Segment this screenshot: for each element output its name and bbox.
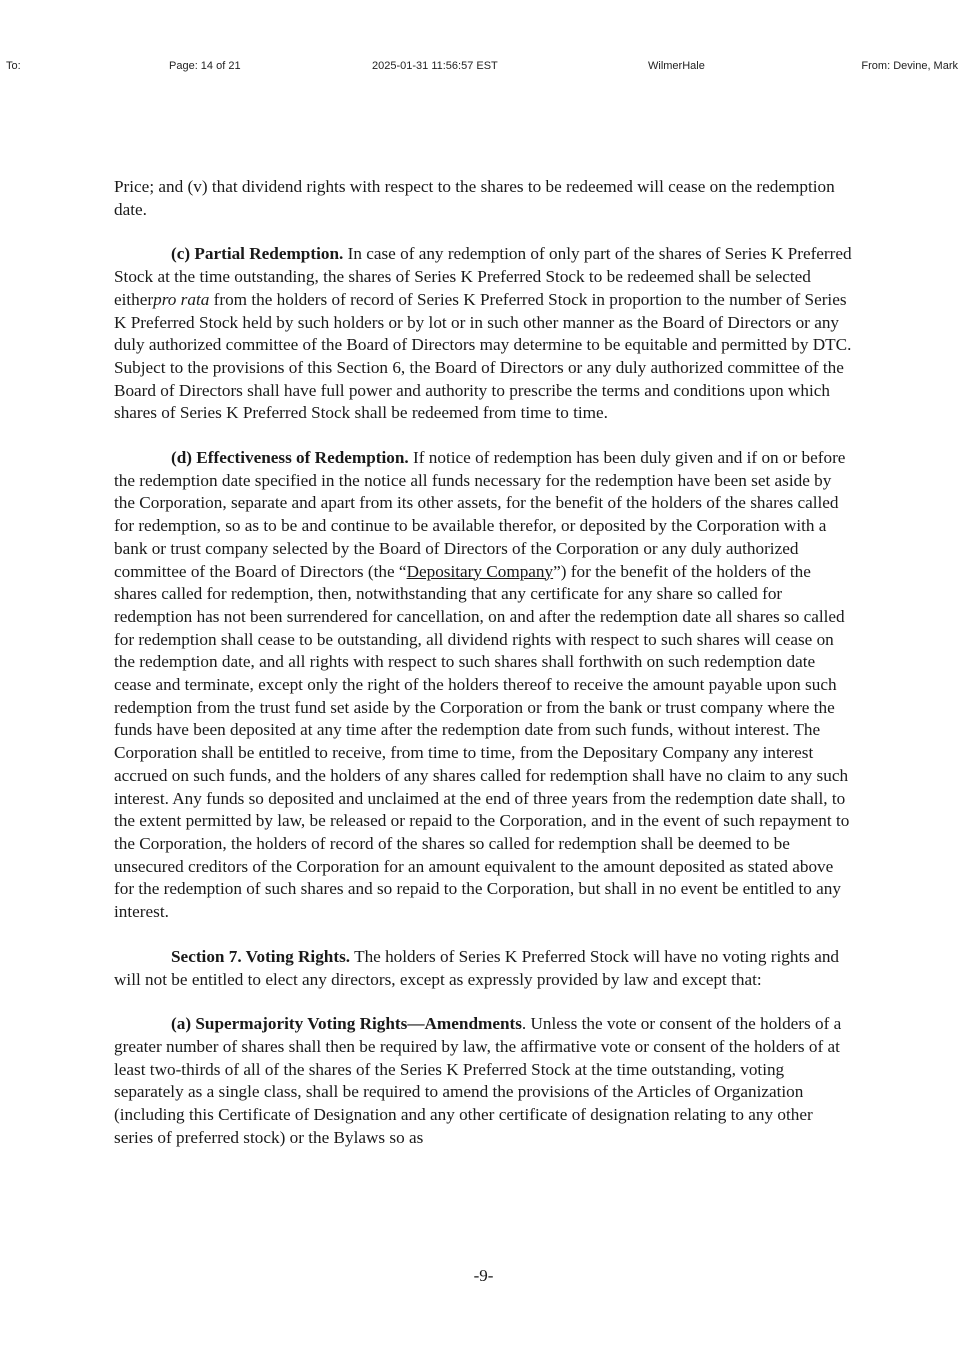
- paragraph-text: The holders of Series K Preferred Stock will have no voting rights and will not be entitled to elect any directors, except as expressly provided by law and except that:: [114, 946, 840, 989]
- paragraph-effectiveness-of-redemption: [114, 447, 854, 924]
- section-heading: (c) Partial Redemption.: [171, 244, 344, 264]
- paragraph-partial-redemption: [114, 243, 854, 425]
- italic-term: pro rata: [153, 289, 210, 309]
- paragraph-text: If notice of redemption has been duly given and if on or before the redemption date specified in the notice all funds necessary for the redemption have been set aside by the Corporation, separate and apart from its other assets, for the benefit of the holders of the shares called for redemption, so as to be and continue to be available therefor, or deposited by the Corporation with a bank or trust company selected by the Board of Directors of the Corporation or any duly authorized committee of the Board of Directors (the “: [114, 448, 846, 581]
- fax-header: [0, 60, 967, 76]
- fax-page-count: Page: 14 of 21: [169, 60, 241, 72]
- paragraph-continuation: [114, 176, 854, 221]
- fax-to: To:: [6, 60, 21, 72]
- document-body: [114, 176, 854, 1171]
- fax-from: From: Devine, Mark: [861, 60, 958, 72]
- paragraph-text: ”) for the benefit of the holders of the shares called for redemption, then, notwithstanding that any certificate for any share so called for redemption has not been surrendered for cancellation, on and after the redemption date all shares so called for redemption shall cease to be outstanding, all dividend rights with respect to such shares will cease on the redemption date, and all rights with respect to such shares shall forthwith on such redemption date cease and terminate, except only the right of the holders thereof to receive the amount payable upon such redemption from the trust fund set aside by the Corporation or from the bank or trust company where the funds have been deposited at any time after the redemption date from such funds, without interest. The Corporation shall be entitled to receive, from time to time, from the Depositary Company any interest accrued on such funds, and the holders of any shares called for redemption shall have no claim to any such interest. Any funds so deposited and unclaimed at the end of three years from the redemption date shall, to the extent permitted by law, be released or repaid to the Corporation, and in the event of such repayment to the Corporation, the holders of record of the shares so called for redemption shall be deemed to be unsecured creditors of the Corporation for an amount equivalent to the amount deposited as stated above for the redemption of such shares and so repaid to the Corporation, but shall in no event be entitled to any interest.: [114, 561, 850, 922]
- paragraph-text: from the holders of record of Series K Preferred Stock in proportion to the number of Series K Preferred Stock held by such holders or by lot or in such other manner as the Board of Directors or any duly authorized committee of the Board of Directors may determine to be equitable and permitted by DTC. Subject to the provisions of this Section 6, the Board of Directors or any duly authorized committee of the Board of Directors shall have full power and authority to prescribe the terms and conditions upon which shares of Series K Preferred Stock shall be redeemed from time to time.: [114, 289, 852, 423]
- paragraph-text: . Unless the vote or consent of the holders of a greater number of shares shall then be required by law, the affirmative vote or consent of the holders of at least two-thirds of all of the shares of the Series K Preferred Stock at the time outstanding, voting separately as a single class, shall be required to amend the provisions of the Articles of Organization (including this Certificate of Designation and any other certificate of designation relating to any other series of preferred stock) or the Bylaws so as: [114, 1014, 842, 1147]
- paragraph-text: In case of any redemption of only part of the shares of Series K Preferred Stock at the time outstanding, the shares of Series K Preferred Stock to be redeemed shall be selected either: [114, 244, 852, 309]
- defined-term: Depositary Company: [406, 561, 554, 581]
- fax-firm: WilmerHale: [648, 60, 705, 72]
- paragraph-text: Price; and (v) that dividend rights with respect to the shares to be redeemed will cease on the redemption date.: [114, 177, 835, 219]
- section-heading: Section 7. Voting Rights.: [171, 946, 351, 966]
- section-heading: (d) Effectiveness of Redemption.: [171, 448, 409, 468]
- paragraph-voting-rights: [114, 946, 854, 991]
- section-heading: (a) Supermajority Voting Rights—Amendments: [171, 1014, 522, 1034]
- paragraph-supermajority-voting: [114, 1013, 854, 1149]
- page-number: -9-: [473, 1266, 494, 1285]
- fax-timestamp: 2025-01-31 11:56:57 EST: [372, 60, 498, 72]
